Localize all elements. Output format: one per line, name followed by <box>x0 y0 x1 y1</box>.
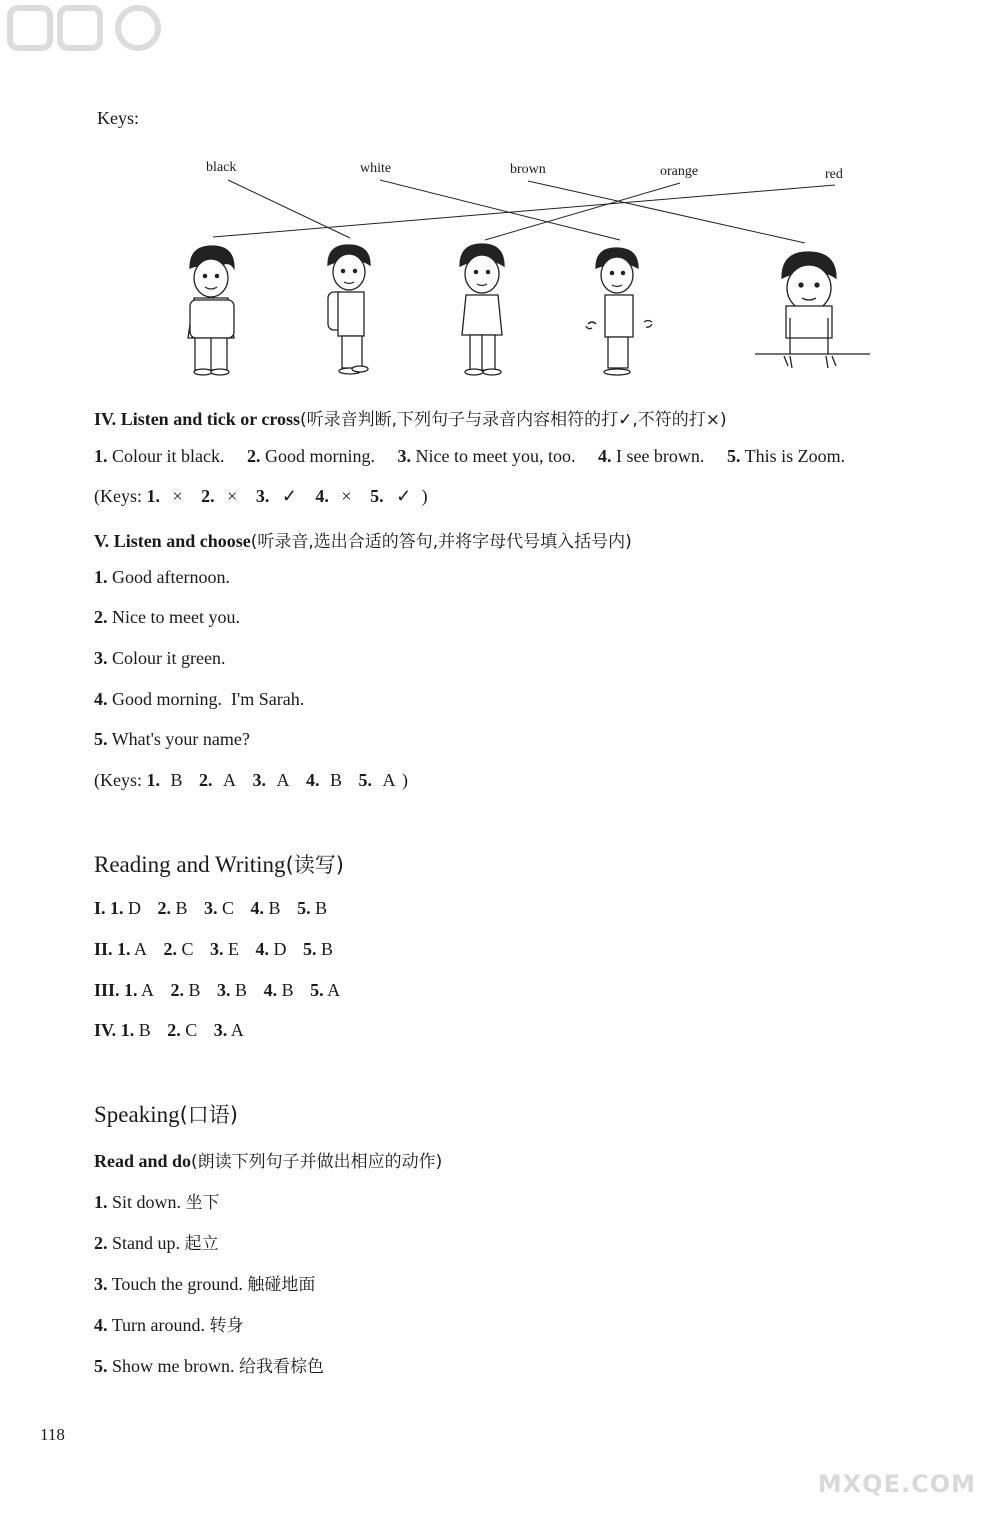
item-text: Good afternoon. <box>112 567 230 587</box>
kid-turning-illustration <box>586 248 652 375</box>
section-5-item-3 <box>94 648 225 669</box>
answer-number: 3. <box>210 939 224 959</box>
answer-value: B <box>268 898 281 918</box>
speaking-heading <box>94 1099 238 1129</box>
key-value: A <box>223 770 237 790</box>
color-label-brown: brown <box>510 162 546 177</box>
color-label-red: red <box>825 167 843 182</box>
answer-value: C <box>185 1020 198 1040</box>
row-number: I. <box>94 898 106 918</box>
heading-cn: (口语) <box>179 1103 238 1127</box>
section-4-keys <box>94 486 428 507</box>
section-5-keys <box>94 770 408 791</box>
key-value: B <box>330 770 343 790</box>
reading-row-1 <box>94 898 327 919</box>
watermark-text: MXQE.COM <box>817 1470 976 1498</box>
item-number: 5. <box>94 1356 108 1376</box>
watermark-logo <box>0 0 190 95</box>
item-cn: 给我看棕色 <box>239 1357 324 1377</box>
color-label-black: black <box>206 160 237 175</box>
row-number: II. <box>94 939 113 959</box>
answer-value: A <box>134 939 148 959</box>
answer-value: C <box>222 898 235 918</box>
heading-text: Reading and Writing <box>94 852 286 877</box>
answer-value: B <box>175 898 188 918</box>
row-number: IV. <box>94 1020 117 1040</box>
section-4-heading <box>94 405 727 430</box>
item-text: Sit down. <box>112 1192 182 1212</box>
keys-prefix: (Keys: <box>94 770 142 790</box>
keys-suffix: ) <box>402 770 409 790</box>
answer-number: 4. <box>250 898 265 918</box>
answer-number: 1. <box>124 980 138 1000</box>
reading-row-4 <box>94 1020 244 1041</box>
item-number: 1. <box>94 1192 108 1212</box>
item-number: 5. <box>726 446 741 466</box>
key-number: 4. <box>306 770 320 790</box>
key-value: × <box>172 486 183 506</box>
item-text: Stand up. <box>112 1233 181 1253</box>
kid-sitting-illustration <box>188 246 234 375</box>
answer-number: 3. <box>213 1020 228 1040</box>
section-4-instruction: (听录音判断,下列句子与录音内容相符的打✓,不符的打×) <box>300 410 727 430</box>
section-4-number: IV. <box>94 409 117 429</box>
item-text: Colour it black. <box>112 446 225 466</box>
answer-value: B <box>138 1020 151 1040</box>
answer-number: 5. <box>297 898 311 918</box>
subtitle-text: Read and do <box>94 1151 192 1171</box>
key-number: 3. <box>252 770 267 790</box>
answer-value: B <box>235 980 248 1000</box>
answer-number: 5. <box>303 939 317 959</box>
item-number: 4. <box>597 446 612 466</box>
answer-value: B <box>281 980 294 1000</box>
answer-number: 3. <box>204 898 218 918</box>
answer-value: D <box>273 939 287 959</box>
section-5-item-4 <box>94 689 304 710</box>
keys-label: Keys: <box>97 108 139 128</box>
answer-value: B <box>321 939 334 959</box>
answer-number: 2. <box>167 1020 181 1040</box>
section-4-title: Listen and tick or cross <box>120 409 301 429</box>
color-label-white: white <box>360 161 392 176</box>
item-cn: 起立 <box>184 1234 219 1254</box>
item-text: Good morning. I'm Sarah. <box>112 689 305 709</box>
item-text: Nice to meet you, too. <box>415 446 576 466</box>
key-value: ✓ <box>281 486 297 506</box>
answer-number: 2. <box>163 939 178 959</box>
section-5-number: V. <box>94 531 110 551</box>
answer-number: 2. <box>157 898 172 918</box>
item-cn: 触碰地面 <box>247 1275 316 1295</box>
heading-text: Speaking <box>94 1102 180 1127</box>
answer-value: C <box>181 939 194 959</box>
speaking-subtitle <box>94 1147 442 1172</box>
section-5-instruction: (听录音,选出合适的答句,并将字母代号填入括号内) <box>250 532 632 552</box>
item-number: 2. <box>94 1233 108 1253</box>
key-number: 1. <box>146 486 160 506</box>
speaking-item-5 <box>94 1352 324 1377</box>
heading-cn: (读写) <box>285 853 344 877</box>
answer-value: A <box>327 980 341 1000</box>
answer-number: 4. <box>255 939 270 959</box>
item-text: Good morning. <box>264 446 375 466</box>
key-number: 5. <box>358 770 373 790</box>
reading-row-2 <box>94 939 333 960</box>
speaking-item-1 <box>94 1188 220 1213</box>
match-line-brown <box>528 181 805 243</box>
reading-writing-heading <box>94 849 344 879</box>
section-5-title: Listen and choose <box>113 531 251 551</box>
key-number: 5. <box>370 486 384 506</box>
key-number: 2. <box>199 770 213 790</box>
item-number: 2. <box>94 607 108 627</box>
speaking-item-4 <box>94 1311 244 1336</box>
item-cn: 坐下 <box>185 1193 220 1213</box>
item-text: Touch the ground. <box>111 1274 243 1294</box>
item-number: 1. <box>94 446 108 466</box>
item-text: This is Zoom. <box>744 446 846 466</box>
key-number: 3. <box>255 486 270 506</box>
key-value: × <box>341 486 352 506</box>
answer-number: 1. <box>117 939 131 959</box>
keys-suffix: ) <box>421 486 428 506</box>
key-value: A <box>276 770 290 790</box>
answer-number: 5. <box>310 980 324 1000</box>
answer-value: E <box>228 939 240 959</box>
item-number: 3. <box>94 1274 108 1294</box>
color-label-orange: orange <box>660 164 699 179</box>
page-number: 118 <box>40 1425 65 1444</box>
item-number: 3. <box>397 446 411 466</box>
answer-number: 1. <box>120 1020 135 1040</box>
subtitle-cn: (朗读下列句子并做出相应的动作) <box>191 1152 443 1172</box>
answer-number: 1. <box>110 898 124 918</box>
section-5-item-2 <box>94 607 240 628</box>
section-5-heading <box>94 527 632 552</box>
item-number: 5. <box>94 729 108 749</box>
item-text: Colour it green. <box>112 648 226 668</box>
item-number: 4. <box>94 1315 108 1335</box>
answer-value: A <box>141 980 155 1000</box>
item-number: 3. <box>94 648 108 668</box>
key-value: B <box>170 770 183 790</box>
answer-value: B <box>188 980 201 1000</box>
reading-row-3 <box>94 980 340 1001</box>
answer-value: D <box>128 898 142 918</box>
item-text: Turn around. <box>111 1315 206 1335</box>
key-value: ✓ <box>396 486 412 506</box>
answer-number: 3. <box>217 980 231 1000</box>
kid-standing-illustration <box>460 244 504 375</box>
section-4-items <box>94 446 845 467</box>
answer-value: B <box>315 898 328 918</box>
item-number: 4. <box>94 689 108 709</box>
item-number: 1. <box>94 567 108 587</box>
section-5-item-1 <box>94 567 230 588</box>
answer-number: 2. <box>170 980 185 1000</box>
key-number: 2. <box>201 486 215 506</box>
match-line-black <box>228 180 350 238</box>
key-number: 1. <box>146 770 160 790</box>
kid-backpack-illustration <box>328 245 370 374</box>
speaking-item-2 <box>94 1229 219 1254</box>
section-5-item-5 <box>94 729 250 750</box>
item-text: I see brown. <box>615 446 705 466</box>
kid-touching-ground-illustration <box>755 252 870 368</box>
match-line-white <box>380 180 620 240</box>
keys-prefix: (Keys: <box>94 486 142 506</box>
answer-value: A <box>230 1020 244 1040</box>
item-text: Nice to meet you. <box>112 607 240 627</box>
item-text: Show me brown. <box>112 1356 235 1376</box>
key-number: 4. <box>315 486 329 506</box>
item-text: What's your name? <box>111 729 250 749</box>
speaking-item-3 <box>94 1270 315 1295</box>
key-value: × <box>227 486 238 506</box>
item-cn: 转身 <box>209 1316 244 1336</box>
answer-number: 4. <box>263 980 278 1000</box>
row-number: III. <box>94 980 120 1000</box>
item-number: 2. <box>246 446 261 466</box>
key-value: A <box>382 770 396 790</box>
